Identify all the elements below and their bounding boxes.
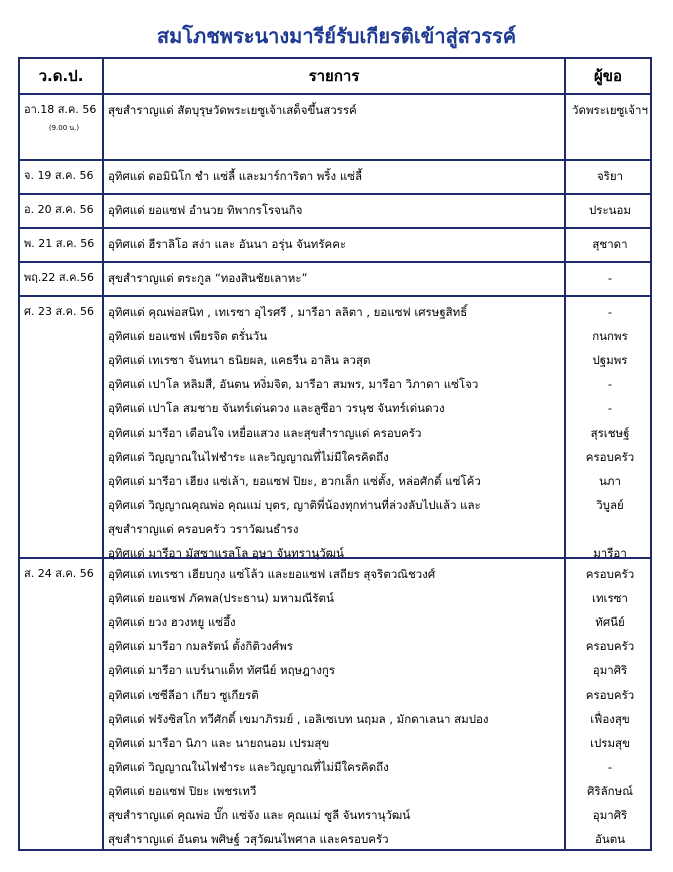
requester-cell: จริยา — [596, 169, 624, 183]
intention-item: อุทิศแด่ ฟรังซิสโก ทวีศักดิ์ เขมาภิรมย์ , เอลิเซเบท นฤมล , มักดาเลนา สมปอง — [108, 711, 489, 726]
row-divider — [20, 93, 650, 95]
intention-item: อุทิศแด่ มารีอา มัสซาแรลโล อุษา จันทรานุวัฒน์ — [108, 546, 344, 560]
page-title: สมโภชพระนางมารีย์รับเกียรติเข้าสู่สวรรค์ — [156, 24, 517, 48]
date-cell — [24, 300, 104, 324]
intention-item: อุทิศแด่ ฮีราลิโอ สง่า และ อันนา อรุ่น จันทรัคคะ — [108, 237, 347, 251]
date-text: จ. 19 ส.ค. 56 — [24, 169, 94, 182]
intention-item: อุทิศแด่ วิญญาณในไฟชำระ และวิญญาณที่ไม่มีใครคิดถึง — [108, 759, 389, 774]
requester-cell: อุมาศิริ — [592, 663, 628, 678]
intention-item: อุทิศแด่ เซซีลีอา เกียว ซูเกียรติ — [108, 687, 259, 702]
date-cell — [24, 198, 104, 222]
intention-item: อุทิศแด่ คุณพ่อสนิท , เทเรซา อุไรศรี , มารีอา ลลิตา , ยอแซฟ เศรษฐสิทธิ์ — [108, 305, 468, 319]
date-text: ศ. 23 ส.ค. 56 — [24, 305, 95, 318]
date-cell — [24, 98, 104, 133]
header-date: ว.ด.ป. — [38, 67, 84, 85]
requester-cell: มารีอา — [593, 546, 627, 560]
intention-item: อุทิศแด่ มารีอา นิภา และ นายถนอม เปรมสุข — [108, 735, 330, 750]
requester-cell: เปรมสุข — [590, 735, 630, 750]
time-note: (9.00 น.) — [48, 124, 80, 132]
date-cell — [24, 164, 104, 188]
intention-item: อุทิศแด่ ดอมินิโก ชำ แซ่ลี้ และมาร์การิตา พริ้ง แซ่ลี้ — [108, 169, 363, 183]
intention-item: อุทิศแด่ มารีอา กมลรัตน์ ตั้งกิติวงศ์พร — [108, 639, 293, 654]
requester-cell: สุรเชษฐ์ — [590, 425, 630, 440]
intention-item: อุทิศแด่ ยอแซฟ ปิยะ เพชรเทวี — [108, 783, 257, 798]
intention-item: อุทิศแด่ เทเรซา จันทนา ธนิยผล, แคธรีน อาลิน ลวสุต — [108, 353, 371, 368]
requester-cell: เทเรซา — [592, 591, 628, 606]
requester-cell: ประนอม — [588, 203, 631, 217]
date-text: อา.18 ส.ค. 56 — [24, 103, 97, 116]
intention-item: อุทิศแด่ มารีอา เตือนใจ เหยื่อแสวง และสุขสำราญแด่ ครอบครัว — [108, 425, 422, 440]
requester-cell: ครอบครัว — [585, 639, 635, 654]
intention-item: อุทิศแด่ เปาโล สมชาย จันทร์เด่นดวง และลูซีอา วรนุช จันทร์เด่นดวง — [108, 401, 445, 416]
requester-cell: - — [607, 377, 613, 392]
intention-item: สุขสำราญแด่ อันตน พศิษฐ์ วสุวัฒนไพศาล และครอบครัว — [108, 832, 389, 847]
requester-cell: - — [607, 271, 613, 285]
requester-cell: ครอบครัว — [585, 687, 635, 702]
row-divider — [20, 193, 650, 195]
requester-cell: - — [607, 759, 613, 774]
date-text: อ. 20 ส.ค. 56 — [24, 203, 94, 216]
intention-item: สุขสำราญแด่ ครอบครัว วราวัฒนธำรง — [108, 521, 299, 536]
requester-cell: เฟื่องสุข — [590, 711, 630, 726]
intention-item: อุทิศแด่ วิญญาณในไฟชำระ และวิญญาณที่ไม่มีใครคิดถึง — [108, 449, 389, 464]
row-divider — [20, 227, 650, 229]
date-cell — [24, 562, 104, 586]
requester-cell: สุชาดา — [592, 237, 628, 251]
requester-cell: - — [607, 401, 613, 416]
mass-intention-table — [18, 57, 652, 851]
requester-cell: วิบูลย์ — [596, 497, 624, 512]
requester-cell: นภา — [599, 473, 621, 488]
intention-item: อุทิศแด่ ยอแซฟ อำนวย ทิพากรโรจนกิจ — [108, 203, 303, 217]
intention-item: อุทิศแด่ ยวง ฮวงหยู แซ่อึ้ง — [108, 615, 236, 630]
requester-cell: อันตน — [594, 832, 626, 847]
requester-cell: กนกพร — [592, 329, 628, 344]
date-text: ส. 24 ส.ค. 56 — [24, 567, 94, 580]
intention-item: อุทิศแด่ มารีอา แบร์นาแด็ท ทัศนีย์ หฤษฎางกูร — [108, 663, 336, 678]
column-divider — [564, 59, 566, 849]
intention-item: อุทิศแด่ มารีอา เฮียง แซ่เล้า, ยอแซฟ ปิยะ, ฮวกเล็ก แซ่ตั้ง, หล่อศักดิ์ แซ่โค้ว — [108, 473, 481, 488]
requester-cell: ปฐมพร — [592, 353, 628, 368]
requester-cell: วัดพระเยซูเจ้าฯ — [572, 103, 648, 117]
row-divider — [20, 295, 650, 297]
requester-cell: อุมาศิริ — [592, 808, 628, 822]
requester-cell: ครอบครัว — [585, 449, 635, 464]
intention-item: สุขสำราญแด่ คุณพ่อ บั๊ก แซ่จัง และ คุณแม่ ซูลี จันทรานุวัฒน์ — [108, 808, 411, 822]
date-text: พ. 21 ส.ค. 56 — [24, 237, 95, 250]
requester-cell: ทัศนีย์ — [595, 615, 625, 630]
requester-cell: - — [607, 305, 613, 319]
intention-item: สุขสำราญแด่ ตระกูล “ทองสินชัยเลาหะ” — [108, 271, 308, 285]
date-cell — [24, 266, 104, 290]
date-cell — [24, 232, 104, 256]
date-text: พฤ.22 ส.ค.56 — [24, 271, 94, 284]
requester-cell: ครอบครัว — [585, 567, 635, 581]
header-item: รายการ — [308, 67, 360, 85]
requester-cell: ศิริลักษณ์ — [587, 783, 633, 798]
row-divider — [20, 159, 650, 161]
intention-item: อุทิศแด่ ยอแซฟ ภัคพล(ประธาน) มหามณีรัตน์ — [108, 591, 334, 606]
intention-item: อุทิศแด่ เทเรซา เฮียบกุง แซ่โล้ว และยอแซฟ เสถียร สุจริตวณิชวงศ์ — [108, 567, 436, 581]
intention-item: อุทิศแด่ วิญญาณคุณพ่อ คุณแม่ บุตร, ญาติพี่น้องทุกท่านที่ล่วงลับไปแล้ว และ — [108, 497, 481, 512]
intention-item: อุทิศแด่ เปาโล หลิมสี, อันตน หงิ่มจิต, มารีอา สมพร, มารีอา วิภาดา แซ่โจว — [108, 377, 479, 392]
header-requester: ผู้ขอ — [593, 67, 623, 85]
intention-item: สุขสำราญแด่ สัตบุรุษวัดพระเยซูเจ้าเสด็จขึ้นสวรรค์ — [108, 103, 357, 117]
intention-item: อุทิศแด่ ยอแซฟ เพียรจิต ตรั่นวัน — [108, 329, 268, 344]
row-divider — [20, 557, 650, 559]
row-divider — [20, 261, 650, 263]
